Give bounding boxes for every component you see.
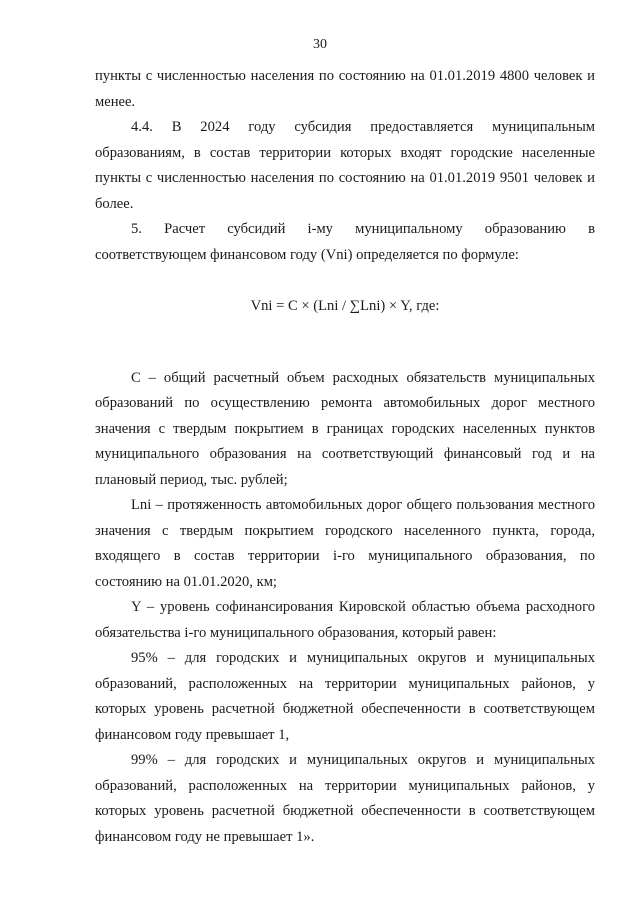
document-body [95, 64, 595, 850]
page-number: 30 [313, 37, 327, 52]
paragraph-4-4: 4.4. В 2024 году субсидия предоставляется муниципальным образованиям, в состав территории которых входят городские населенные пункты с численностью населения по состоянию на 01.01.2019 9501 человек и более. [95, 119, 595, 212]
rate-95: 95% – для городских и муниципальных округов и муниципальных образований, расположенных на территории муниципальных районов, у которых уровень расчетной бюджетной обеспеченности в соответствующем финансовом году превышает 1, [95, 650, 595, 743]
definition-y: Y – уровень софинансирования Кировской областью объема расходного обязательства i-го муниципального образования, который равен: [95, 599, 595, 641]
rate-99: 99% – для городских и муниципальных округов и муниципальных образований, расположенных на территории муниципальных районов, у которых уровень расчетной бюджетной обеспеченности в соответствующем финансовом году не превышает 1». [95, 752, 595, 845]
definition-lni: Lni – протяженность автомобильных дорог общего пользования местного значения с твердым покрытием городского населенного пункта, города, входящего в состав территории i-го муниципального образования, по состоянию на 01.01.2020, км; [95, 497, 595, 590]
paragraph-continuation: пункты с численностью населения по состоянию на 01.01.2019 4800 человек и менее. [95, 68, 595, 110]
formula: Vni = C × (Lni / ∑Lni) × Y, где: [250, 298, 440, 314]
definition-c: C – общий расчетный объем расходных обязательств муниципальных образований по осуществлению ремонта автомобильных дорог местного значения с твердым покрытием в границах городских населенных пунктов муниципального образования на соответствующий финансовый год и на плановый период, тыс. рублей; [95, 369, 595, 488]
paragraph-5: 5. Расчет субсидий i-му муниципальному образованию в соответствующем финансовом году (Vni) определяется по формуле: [95, 221, 595, 263]
